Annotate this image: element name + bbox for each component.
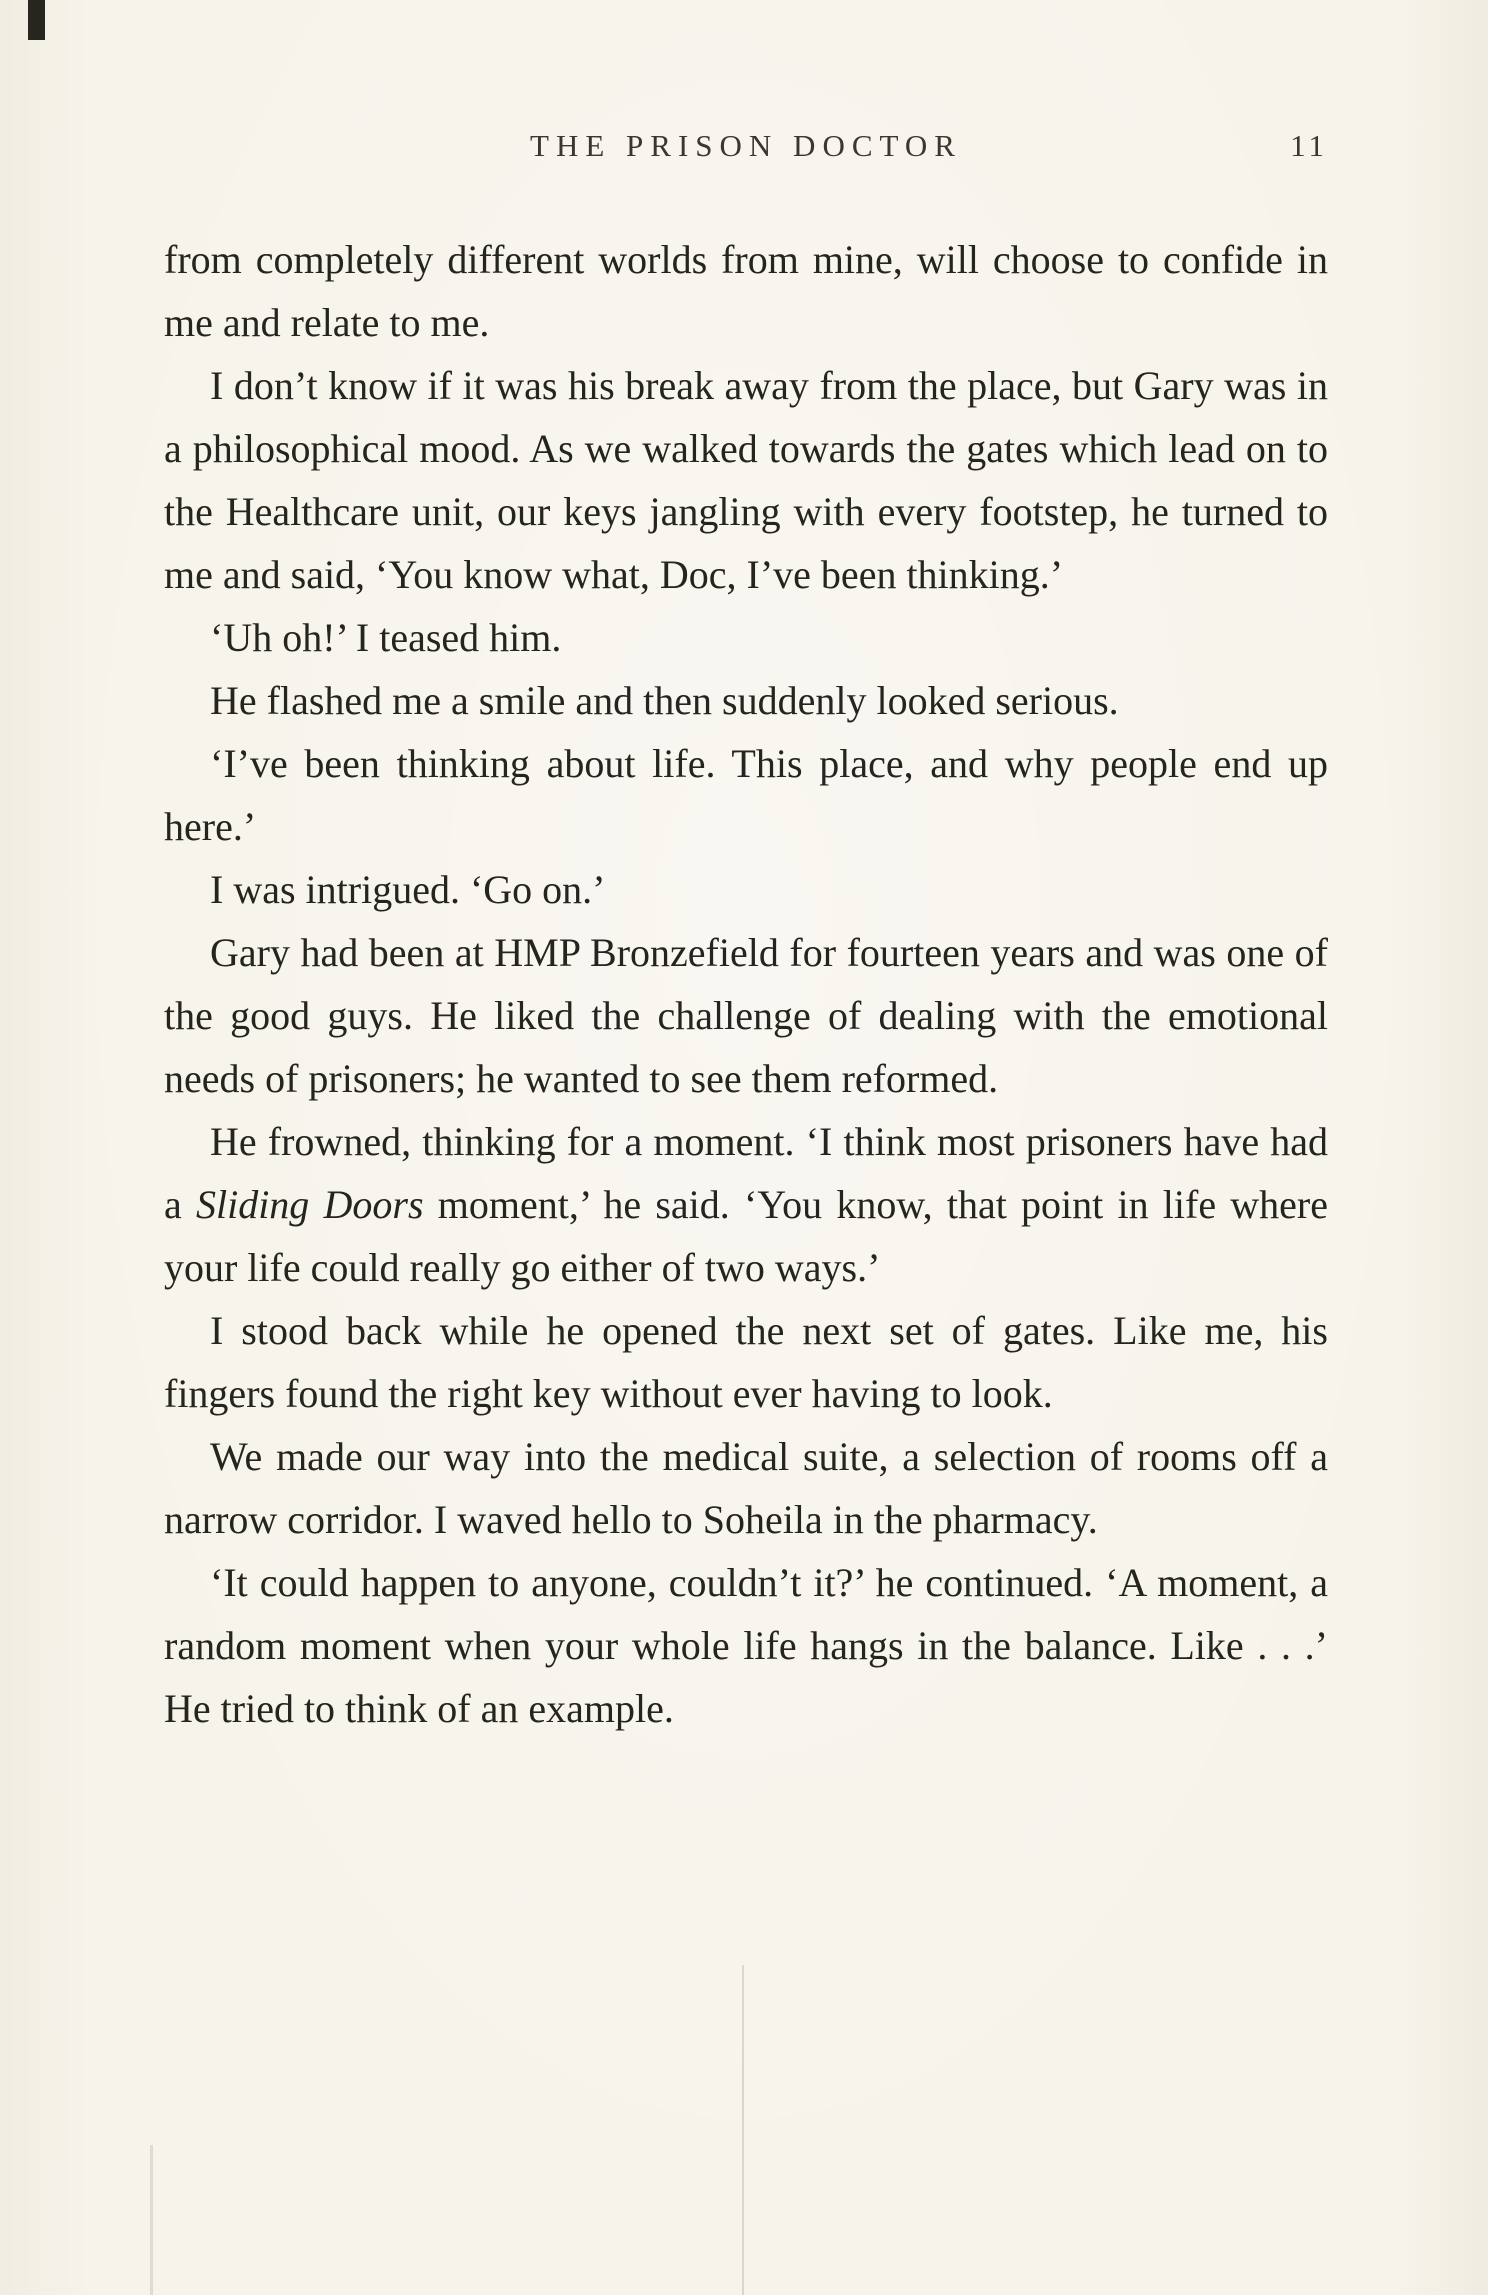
italic-text-run: Sliding Doors	[195, 1182, 424, 1227]
paragraph	[164, 606, 1328, 669]
page-header	[164, 128, 1328, 172]
paragraph	[164, 354, 1328, 606]
paragraph	[164, 1110, 1328, 1299]
paragraph	[164, 858, 1328, 921]
text-run: from completely different worlds from mine, will choose to confide in me and relate to me.	[164, 237, 1328, 345]
text-run: I was intrigued. ‘Go on.’	[210, 867, 606, 912]
text-run: He frowned, thinking for a moment. ‘I think most prisoners have had a	[164, 1119, 1328, 1227]
scan-artifact-crease	[742, 1965, 744, 2295]
text-run: ‘It could happen to anyone, couldn’t it?’ he continued. ‘A moment, a random moment when your whole life hangs in the balance. Like . . .’ He tried to think of an example.	[164, 1560, 1328, 1731]
text-run: ‘I’ve been thinking about life. This place, and why people end up here.’	[164, 741, 1328, 849]
paragraph	[164, 228, 1328, 354]
page-number: 11	[1290, 128, 1328, 163]
text-run: ‘Uh oh!’ I teased him.	[210, 615, 562, 660]
text-run: Gary had been at HMP Bronzefield for fourteen years and was one of the good guys. He liked the challenge of dealing with the emotional needs of prisoners; he wanted to see them reformed.	[164, 930, 1328, 1101]
paragraph	[164, 1425, 1328, 1551]
text-run: We made our way into the medical suite, a selection of rooms off a narrow corridor. I waved hello to Soheila in the pharmacy.	[164, 1434, 1328, 1542]
text-run: I don’t know if it was his break away from the place, but Gary was in a philosophical mood. As we walked towards the gates which lead on to the Healthcare unit, our keys jangling with every footstep, he turned to me and said, ‘You know what, Doc, I’ve been thinking.’	[164, 363, 1328, 597]
paragraph	[164, 732, 1328, 858]
text-run: I stood back while he opened the next set of gates. Like me, his fingers found the right key without ever having to look.	[164, 1308, 1328, 1416]
text-run: moment,’ he said. ‘You know, that point in life where your life could really go either of two ways.’	[164, 1182, 1328, 1290]
paragraph	[164, 669, 1328, 732]
text-run: He flashed me a smile and then suddenly looked serious.	[210, 678, 1119, 723]
paragraph	[164, 1299, 1328, 1425]
paragraph	[164, 921, 1328, 1110]
scan-artifact-corner	[28, 0, 45, 40]
paragraph	[164, 1551, 1328, 1740]
body-text	[164, 228, 1328, 1740]
running-head-title: THE PRISON DOCTOR	[530, 128, 962, 163]
scan-artifact-edge	[150, 2145, 153, 2295]
